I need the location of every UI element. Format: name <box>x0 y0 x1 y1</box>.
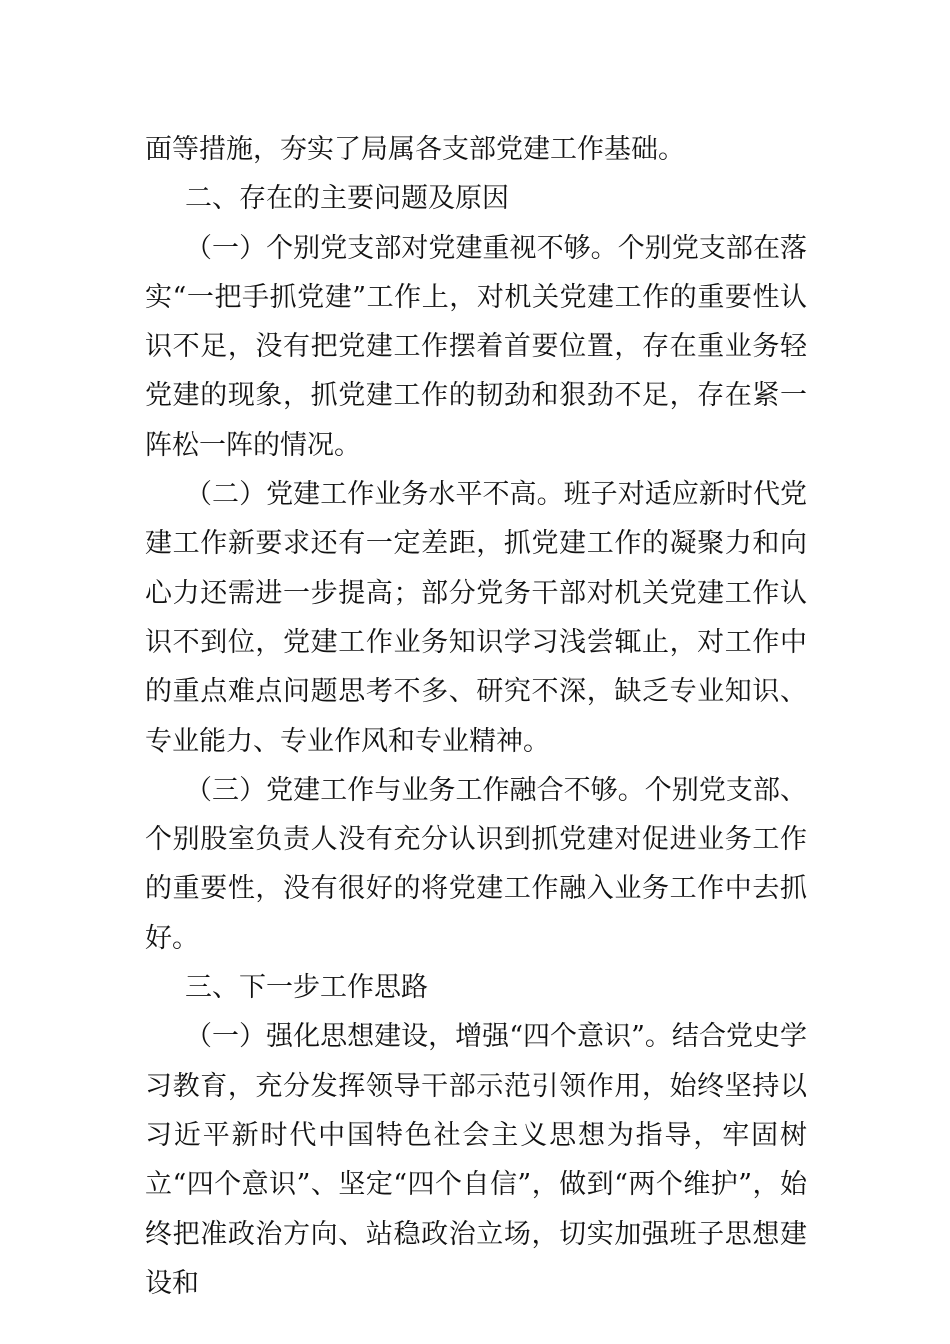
document-body <box>145 125 807 1308</box>
section-heading-next-steps: 三、下一步工作思路 <box>185 972 428 1004</box>
paragraph-next-step-1: （一）强化思想建设，增强“四个意识”。结合党史学习教育，充分发挥领导干部示范引领作用，始终坚持以习近平新时代中国特色社会主义思想为指导，牢固树立“四个意识”、坚定“四个自信”，做到“两个维护”，始终把准政治方向、站稳政治立场，切实加强班子思想建设和 <box>145 1021 807 1299</box>
paragraph-problem-1: （一）个别党支部对党建重视不够。个别党支部在落实“一把手抓党建”工作上，对机关党建工作的重要性认识不足，没有把党建工作摆着首要位置，存在重业务轻党建的现象，抓党建工作的韧劲和狠劲不足，存在紧一阵松一阵的情况。 <box>145 232 807 461</box>
paragraph-problem-3: （三）党建工作与业务工作融合不够。个别党支部、个别股室负责人没有充分认识到抓党建对促进业务工作的重要性，没有很好的将党建工作融入业务工作中去抓好。 <box>145 774 807 954</box>
paragraph-continuation: 面等措施，夯实了局属各支部党建工作基础。 <box>145 134 685 165</box>
paragraph-problem-2: （二）党建工作业务水平不高。班子对适应新时代党建工作新要求还有一定差距，抓党建工作的凝聚力和向心力还需进一步提高；部分党务干部对机关党建工作认识不到位，党建工作业务知识学习浅尝辄止，对工作中的重点难点问题思考不多、研究不深，缺乏专业知识、专业能力、专业作风和专业精神。 <box>145 479 807 757</box>
section-heading-problems: 二、存在的主要问题及原因 <box>185 183 509 215</box>
